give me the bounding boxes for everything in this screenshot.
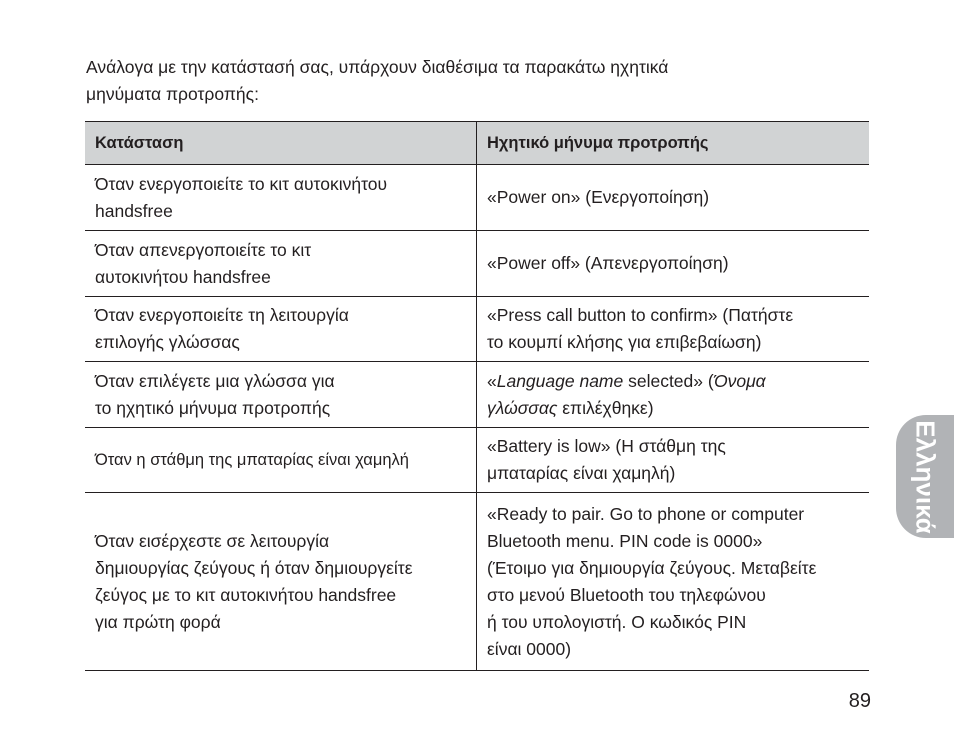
cell-line: Όταν εισέρχεστε σε λειτουργία — [95, 530, 330, 551]
header-state: Κατάσταση — [85, 122, 477, 165]
prompt-cell — [477, 165, 870, 231]
cell-line: «Power on» (Ενεργοποίηση) — [487, 187, 710, 207]
language-side-tab — [896, 415, 954, 538]
intro-line: Ανάλογα με την κατάστασή σας, υπάρχουν διαθέσιμα τα παρακάτω ηχητικά — [86, 57, 669, 77]
cell-line: Όταν ενεργοποιείτε το κιτ αυτοκινήτου — [95, 173, 388, 194]
cell-line — [487, 368, 859, 395]
cell-line: «Ready to pair. Go to phone or computer — [487, 503, 805, 524]
table-row — [85, 428, 869, 493]
state-cell — [85, 493, 477, 671]
intro-paragraph — [86, 54, 846, 108]
prompt-cell — [477, 428, 870, 493]
cell-line: είναι 0000) — [487, 638, 572, 659]
state-cell — [85, 297, 477, 362]
prompt-cell — [477, 493, 870, 671]
cell-line: Όταν ενεργοποιείτε τη λειτουργία — [95, 305, 349, 325]
glossas-placeholder: γλώσσας — [487, 397, 558, 418]
cell-line: «Battery is low» (Η στάθμη της — [487, 436, 726, 456]
cell-line: Όταν επιλέγετε μια γλώσσα για — [95, 370, 335, 391]
intro-line: μηνύματα προτροπής: — [86, 84, 259, 104]
table-row — [85, 362, 869, 428]
cell-line: για πρώτη φορά — [95, 611, 221, 632]
cell-line: ή του υπολογιστή. Ο κωδικός PIN — [487, 611, 747, 632]
cell-line: «Press call button to confirm» (Πατήστε — [487, 305, 794, 325]
cell-line: Bluetooth menu. PIN code is 0000» — [487, 530, 763, 551]
cell-line: το κουμπί κλήσης για επιβεβαίωση) — [487, 332, 762, 352]
voice-prompts-table — [85, 121, 869, 671]
cell-line: επιλογής γλώσσας — [95, 332, 240, 352]
state-cell — [85, 362, 477, 428]
cell-line — [487, 395, 859, 422]
selected-text: selected» ( — [623, 370, 714, 391]
table-row — [85, 493, 869, 671]
table-row — [85, 297, 869, 362]
open-quote: « — [487, 370, 497, 391]
cell-line: αυτοκινήτου handsfree — [95, 266, 271, 287]
header-voice-prompt: Ηχητικό μήνυμα προτροπής — [477, 122, 870, 165]
cell-line: (Έτοιμο για δημιουργία ζεύγους. Μεταβείτε — [487, 557, 817, 578]
cell-line: στο μενού Bluetooth του τηλεφώνου — [487, 584, 766, 605]
cell-line: το ηχητικό μήνυμα προτροπής — [95, 397, 331, 418]
cell-line: μπαταρίας είναι χαμηλή) — [487, 463, 676, 483]
state-cell — [85, 428, 477, 493]
table-row — [85, 165, 869, 231]
cell-line: ζεύγος με το κιτ αυτοκινήτου handsfree — [95, 584, 397, 605]
table-row — [85, 231, 869, 297]
cell-line: handsfree — [95, 200, 173, 221]
page-number: 89 — [848, 690, 871, 712]
cell-line: Όταν απενεργοποιείτε το κιτ — [95, 239, 312, 260]
state-cell — [85, 165, 477, 231]
prompt-cell — [477, 231, 870, 297]
table-header-row — [85, 122, 869, 165]
state-cell — [85, 231, 477, 297]
cell-line: δημιουργίας ζεύγους ή όταν δημιουργείτε — [95, 557, 413, 578]
language-tab-label: Ελληνικά — [910, 419, 941, 534]
selected-text-greek: επιλέχθηκε) — [557, 397, 654, 418]
cell-line: Όταν η στάθμη της μπαταρίας είναι χαμηλή — [95, 450, 409, 469]
language-name-placeholder: Language name — [496, 370, 624, 391]
prompt-cell — [477, 297, 870, 362]
onoma-placeholder: Όνομα — [713, 370, 766, 391]
prompt-cell — [477, 362, 870, 428]
cell-line: «Power off» (Απενεργοποίηση) — [487, 253, 729, 273]
